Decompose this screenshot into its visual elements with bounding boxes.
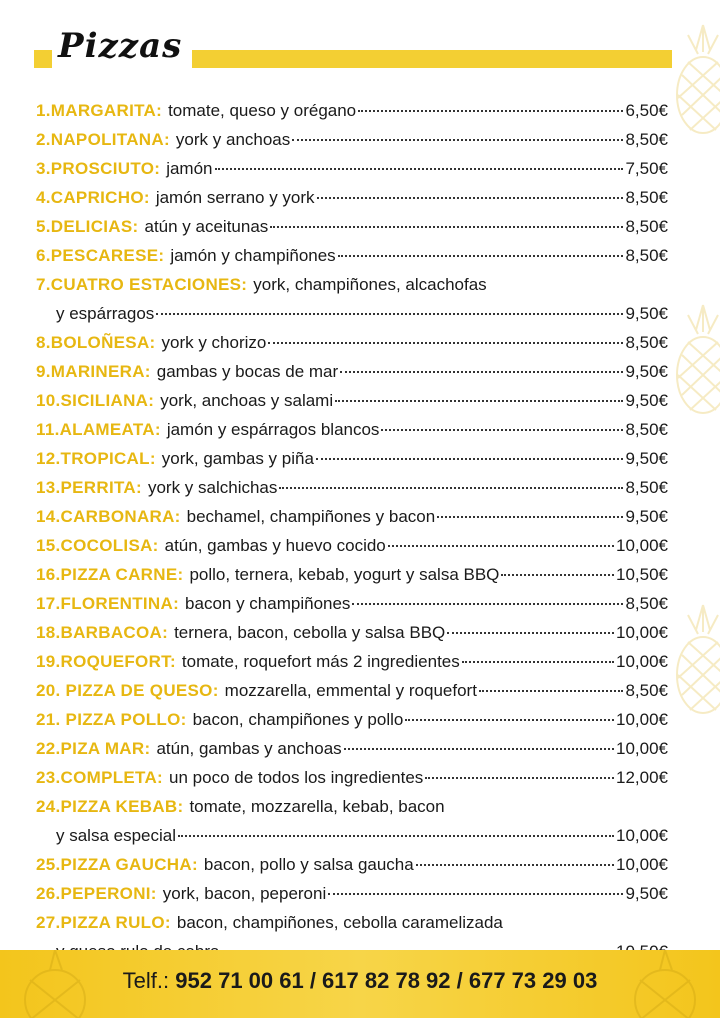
menu-item-description: un poco de todos los ingredientes <box>169 768 424 787</box>
menu-item <box>36 589 668 618</box>
dot-leader <box>292 122 623 141</box>
dot-leader <box>215 151 624 170</box>
menu-item-description: bacon, pollo y salsa gaucha <box>203 855 414 874</box>
dot-leader <box>388 528 614 547</box>
menu-item-row <box>36 908 668 937</box>
menu-item-row <box>36 618 668 647</box>
menu-item-row <box>36 183 668 212</box>
menu-item-row <box>36 270 668 299</box>
footer-band <box>0 950 720 1018</box>
menu-item <box>36 850 668 879</box>
menu-item-name: 6.PESCARESE: <box>36 246 165 265</box>
menu-item-price: 8,50€ <box>625 681 668 700</box>
footer-phone-line <box>0 968 720 994</box>
menu-item <box>36 763 668 792</box>
menu-item-name: 27.PIZZA RULO: <box>36 913 171 932</box>
dot-leader <box>358 93 623 112</box>
dot-leader <box>156 296 623 315</box>
menu-item-row <box>36 850 668 879</box>
menu-item-row <box>36 473 668 502</box>
menu-item-price: 10,00€ <box>616 652 668 671</box>
menu-item-row <box>36 415 668 444</box>
menu-item-description: tomate, mozzarella, kebab, bacon <box>189 797 445 816</box>
menu-item <box>36 154 668 183</box>
menu-item-description: mozzarella, emmental y roquefort <box>224 681 477 700</box>
menu-item-row <box>36 328 668 357</box>
dot-leader <box>268 325 623 344</box>
menu-item <box>36 96 668 125</box>
dot-leader <box>405 702 614 721</box>
menu-item-name: 15.COCOLISA: <box>36 536 159 555</box>
menu-item-row <box>36 241 668 270</box>
dot-leader <box>335 383 623 402</box>
dot-leader <box>447 615 614 634</box>
dot-leader <box>479 673 624 692</box>
menu-item <box>36 328 668 357</box>
menu-item-name: 5.DELICIAS: <box>36 217 139 236</box>
menu-item-description: pollo, ternera, kebab, yogurt y salsa BBQ <box>189 565 500 584</box>
pizza-menu-list <box>36 96 668 966</box>
menu-item-price: 6,50€ <box>625 101 668 120</box>
menu-item-row <box>36 589 668 618</box>
menu-item-row <box>36 705 668 734</box>
menu-item-price: 9,50€ <box>625 304 668 323</box>
menu-item-price: 12,00€ <box>616 768 668 787</box>
dot-leader <box>501 557 614 576</box>
menu-item <box>36 473 668 502</box>
menu-item-price: 9,50€ <box>625 449 668 468</box>
dot-leader <box>425 760 614 779</box>
pineapple-decoration-icon <box>668 600 720 720</box>
dot-leader <box>462 644 614 663</box>
menu-item-row-continued <box>36 821 668 850</box>
dot-leader <box>437 499 623 518</box>
menu-item-description: tomate, roquefort más 2 ingredientes <box>181 652 460 671</box>
menu-item-price: 8,50€ <box>625 333 668 352</box>
phone-numbers[interactable]: 952 71 00 61 / 617 82 78 92 / 677 73 29 03 <box>175 968 598 993</box>
menu-item-name: 17.FLORENTINA: <box>36 594 180 613</box>
menu-item-name: 16.PIZZA CARNE: <box>36 565 184 584</box>
menu-item-row <box>36 734 668 763</box>
menu-item-description: jamón <box>166 159 213 178</box>
menu-item-price: 10,00€ <box>616 623 668 642</box>
menu-item-name: 7.CUATRO ESTACIONES: <box>36 275 248 294</box>
menu-item-row <box>36 96 668 125</box>
menu-item-row <box>36 531 668 560</box>
menu-item-description: atún, gambas y anchoas <box>156 739 342 758</box>
menu-item-name: 20. PIZZA DE QUESO: <box>36 681 219 700</box>
menu-item-price: 8,50€ <box>625 188 668 207</box>
menu-item-price: 10,00€ <box>616 710 668 729</box>
menu-item <box>36 241 668 270</box>
dot-leader <box>316 441 624 460</box>
menu-item-description: york, champiñones, alcachofas <box>253 275 487 294</box>
dot-leader <box>344 731 614 750</box>
menu-item-row <box>36 763 668 792</box>
menu-item-row <box>36 444 668 473</box>
menu-item <box>36 183 668 212</box>
menu-item-description: bacon y champiñones <box>185 594 351 613</box>
menu-item-row-continued <box>36 299 668 328</box>
menu-item-description: bacon, champiñones, cebolla caramelizada <box>176 913 503 932</box>
menu-item <box>36 647 668 676</box>
menu-item <box>36 792 668 850</box>
menu-item-price: 8,50€ <box>625 217 668 236</box>
menu-item <box>36 357 668 386</box>
pineapple-decoration-icon <box>668 20 720 140</box>
menu-item-description: gambas y bocas de mar <box>156 362 339 381</box>
dot-leader <box>279 470 623 489</box>
menu-item-description: bechamel, champiñones y bacon <box>186 507 436 526</box>
menu-item-name: 12.TROPICAL: <box>36 449 156 468</box>
menu-item-price: 9,50€ <box>625 362 668 381</box>
menu-item-name: 18.BARBACOA: <box>36 623 169 642</box>
menu-item-price: 10,00€ <box>616 739 668 758</box>
menu-item-name: 11.ALAMEATA: <box>36 420 161 439</box>
dot-leader <box>338 238 624 257</box>
menu-item-price: 8,50€ <box>625 130 668 149</box>
menu-item <box>36 560 668 589</box>
page-title: Pizzas <box>52 24 192 68</box>
dot-leader <box>328 876 623 895</box>
dot-leader <box>178 818 614 837</box>
menu-item <box>36 531 668 560</box>
dot-leader <box>352 586 623 605</box>
menu-item-row <box>36 212 668 241</box>
menu-item-name: 3.PROSCIUTO: <box>36 159 161 178</box>
menu-item <box>36 618 668 647</box>
menu-item-description: bacon, champiñones y pollo <box>192 710 404 729</box>
menu-item-name: 8.BOLOÑESA: <box>36 333 156 352</box>
dot-leader <box>270 209 623 228</box>
dot-leader <box>381 412 623 431</box>
phone-label: Telf.: <box>122 968 170 993</box>
menu-item-description-continued: y espárragos <box>56 304 155 323</box>
menu-item-description: york y chorizo <box>161 333 267 352</box>
menu-item-price: 10,50€ <box>616 565 668 584</box>
menu-item-name: 26.PEPERONI: <box>36 884 157 903</box>
menu-item <box>36 125 668 154</box>
menu-item-name: 19.ROQUEFORT: <box>36 652 176 671</box>
menu-item-description: jamón serrano y york <box>155 188 315 207</box>
menu-item-description: atún y aceitunas <box>144 217 269 236</box>
menu-item-description: york y anchoas <box>175 130 291 149</box>
menu-item-name: 9.MARINERA: <box>36 362 151 381</box>
menu-item-description: tomate, queso y orégano <box>168 101 357 120</box>
menu-item-description: ternera, bacon, cebolla y salsa BBQ <box>174 623 446 642</box>
menu-item-row <box>36 560 668 589</box>
menu-item <box>36 386 668 415</box>
menu-item-price: 7,50€ <box>625 159 668 178</box>
menu-item-price: 10,00€ <box>616 855 668 874</box>
pineapple-decoration-icon <box>668 300 720 420</box>
menu-item-price: 10,00€ <box>616 536 668 555</box>
menu-item-price: 8,50€ <box>625 246 668 265</box>
menu-item-name: 1.MARGARITA: <box>36 101 163 120</box>
menu-item-row <box>36 879 668 908</box>
menu-item-price: 8,50€ <box>625 594 668 613</box>
menu-item <box>36 212 668 241</box>
menu-item-row <box>36 154 668 183</box>
menu-item-description: york, anchoas y salami <box>160 391 334 410</box>
menu-item-name: 21. PIZZA POLLO: <box>36 710 187 729</box>
menu-item-name: 4.CAPRICHO: <box>36 188 150 207</box>
menu-item <box>36 270 668 328</box>
menu-item-row <box>36 792 668 821</box>
menu-item-row <box>36 647 668 676</box>
menu-item-name: 10.SICILIANA: <box>36 391 155 410</box>
dot-leader <box>340 354 623 373</box>
menu-item-description: york, bacon, peperoni <box>162 884 327 903</box>
menu-item-name: 25.PIZZA GAUCHA: <box>36 855 198 874</box>
menu-item-name: 23.COMPLETA: <box>36 768 164 787</box>
menu-item-description: jamón y champiñones <box>170 246 336 265</box>
menu-item <box>36 415 668 444</box>
menu-item <box>36 676 668 705</box>
dot-leader <box>416 847 614 866</box>
menu-item-price: 9,50€ <box>625 391 668 410</box>
menu-item-name: 24.PIZZA KEBAB: <box>36 797 184 816</box>
menu-item-row <box>36 386 668 415</box>
menu-item-row <box>36 125 668 154</box>
menu-item-name: 13.PERRITA: <box>36 478 142 497</box>
menu-item-description: atún, gambas y huevo cocido <box>164 536 386 555</box>
menu-item-price: 10,00€ <box>616 826 668 845</box>
menu-item-description-continued: y salsa especial <box>56 826 177 845</box>
menu-item <box>36 879 668 908</box>
menu-item-row <box>36 357 668 386</box>
menu-item-price: 8,50€ <box>625 420 668 439</box>
menu-item-price: 8,50€ <box>625 478 668 497</box>
menu-item-description: york y salchichas <box>147 478 278 497</box>
menu-item-description: york, gambas y piña <box>161 449 314 468</box>
menu-item-price: 9,50€ <box>625 884 668 903</box>
menu-item <box>36 734 668 763</box>
menu-item-name: 22.PIZA MAR: <box>36 739 151 758</box>
menu-item-description: jamón y espárragos blancos <box>166 420 380 439</box>
menu-item-price: 9,50€ <box>625 507 668 526</box>
menu-item-row <box>36 676 668 705</box>
menu-item <box>36 444 668 473</box>
menu-item <box>36 502 668 531</box>
dot-leader <box>317 180 624 199</box>
menu-item <box>36 705 668 734</box>
menu-item-name: 2.NAPOLITANA: <box>36 130 170 149</box>
menu-item-row <box>36 502 668 531</box>
menu-item-name: 14.CARBONARA: <box>36 507 181 526</box>
